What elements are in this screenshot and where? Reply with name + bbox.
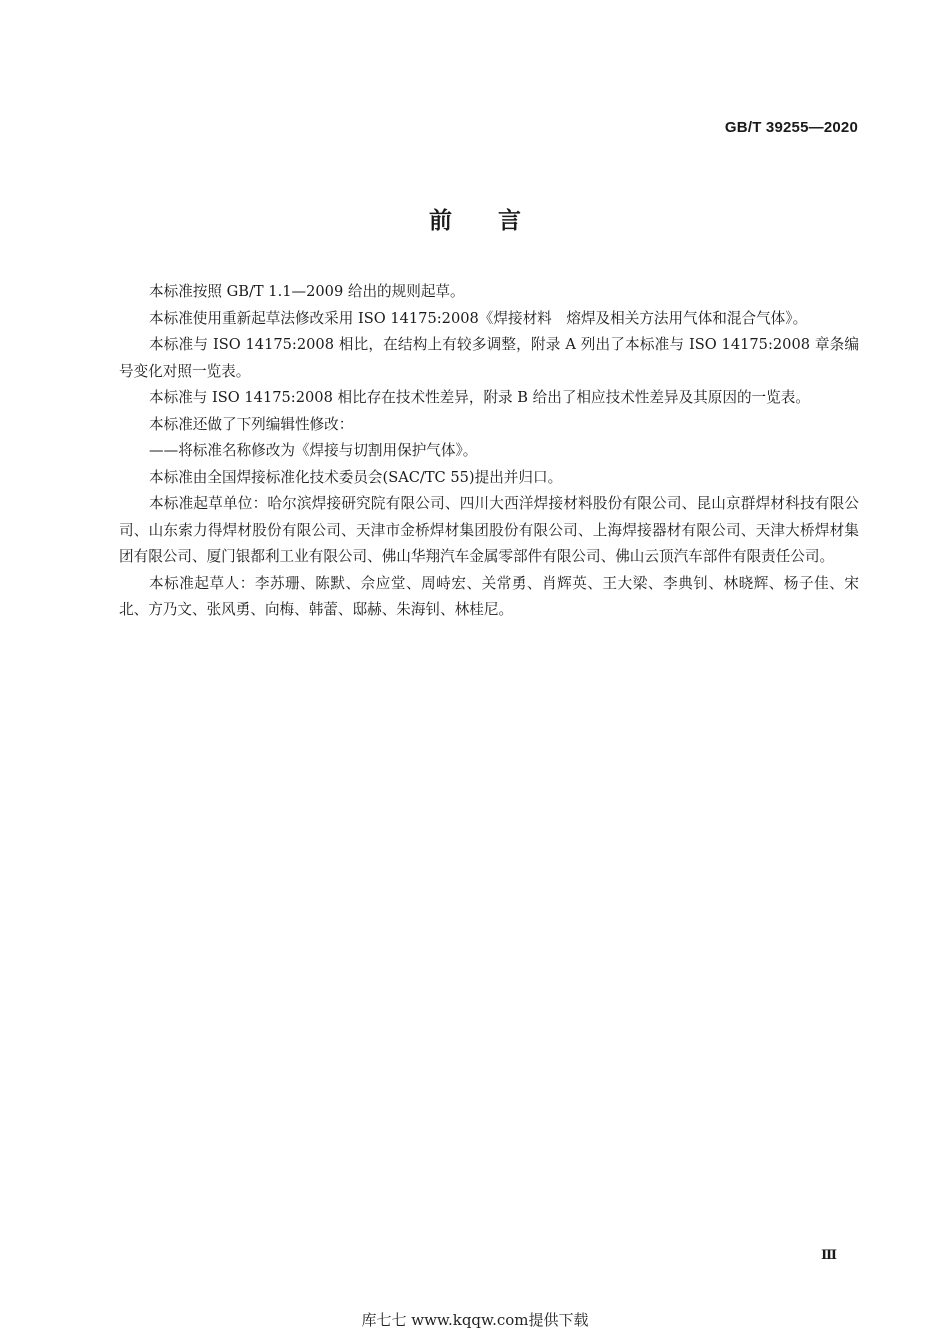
paragraph: 本标准与 ISO 14175:2008 相比，在结构上有较多调整，附录 A 列出了本标准与 ISO 14175:2008 章条编号变化对照一览表。 (119, 336, 859, 380)
document-body (119, 279, 859, 624)
page-title: 前言 (429, 208, 567, 234)
paragraph: 本标准起草单位：哈尔滨焊接研究院有限公司、四川大西洋焊接材料股份有限公司、昆山京群焊材科技有限公司、山东索力得焊材股份有限公司、天津市金桥焊材集团股份有限公司、上海焊接器材有限公司、天津大桥焊材集团有限公司、厦门银都利工业有限公司、佛山华翔汽车金属零部件有限公司、佛山云顶汽车部件有限责任公司。 (119, 495, 859, 565)
standard-number: GB/T 39255—2020 (724, 119, 858, 136)
page-number: Ⅲ (821, 1248, 837, 1263)
paragraph: 本标准由全国焊接标准化技术委员会(SAC/TC 55)提出并归口。 (149, 468, 563, 486)
paragraph: 本标准按照 GB/T 1.1—2009 给出的规则起草。 (149, 283, 465, 300)
download-watermark: 库七七 www.kqqw.com提供下载 (361, 1311, 589, 1329)
paragraph: 本标准起草人：李苏珊、陈默、佘应堂、周峙宏、关常勇、肖辉英、王大梁、李典钊、林晓辉、杨子佳、宋北、方乃文、张风勇、向梅、韩蕾、邸赫、朱海钊、林桂尼。 (119, 574, 859, 618)
paragraph: 本标准还做了下列编辑性修改： (149, 415, 354, 433)
paragraph: 本标准与 ISO 14175:2008 相比存在技术性差异，附录 B 给出了相应技术性差异及其原因的一览表。 (149, 389, 810, 406)
paragraph: 本标准使用重新起草法修改采用 ISO 14175:2008《焊接材料 熔焊及相关方法用气体和混合气体》。 (149, 309, 808, 327)
paragraph: ——将标准名称修改为《焊接与切割用保护气体》。 (149, 442, 478, 459)
